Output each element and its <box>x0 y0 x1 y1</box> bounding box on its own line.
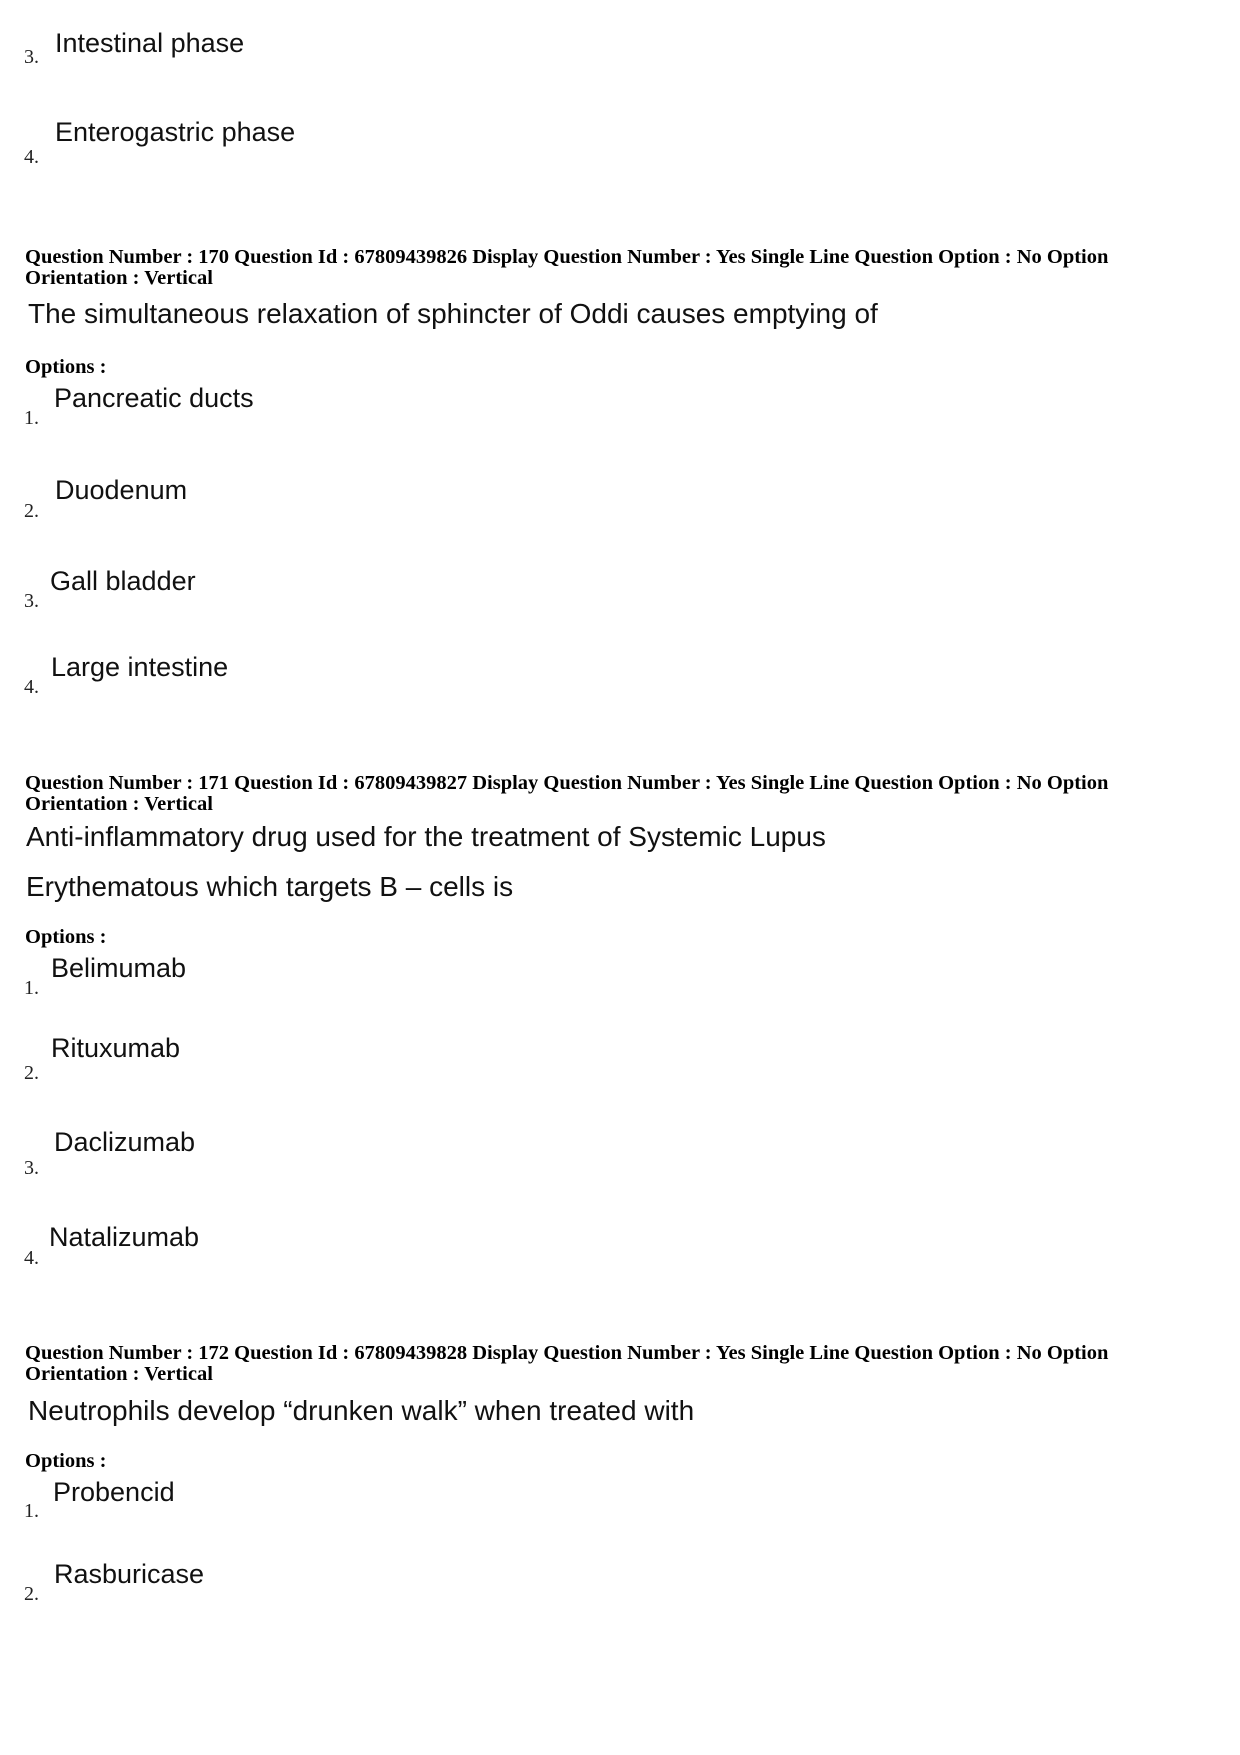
question-meta-line: Orientation : Vertical <box>25 793 213 815</box>
option-number: 2. <box>24 1583 39 1605</box>
option-number: 3. <box>24 1157 39 1179</box>
option-number: 1. <box>24 407 39 429</box>
question-meta <box>25 247 1225 289</box>
option-text: Duodenum <box>55 475 188 505</box>
question-meta-line: Question Number : 171 Question Id : 67809439827 Display Question Number : Yes Single Line Question Option : No Option <box>25 772 1109 794</box>
question-text: The simultaneous relaxation of sphincter of Oddi causes emptying of <box>28 298 878 329</box>
option-number: 2. <box>24 1062 39 1084</box>
option-text: Rasburicase <box>54 1559 205 1589</box>
options-label: Options : <box>25 1450 107 1472</box>
option-text: Pancreatic ducts <box>54 383 254 413</box>
question-meta <box>25 1343 1225 1385</box>
option-text: Belimumab <box>51 953 187 983</box>
option-number: 3. <box>24 46 39 68</box>
option-number: 1. <box>24 1500 39 1522</box>
option-text: Natalizumab <box>49 1222 200 1252</box>
option-text: Enterogastric phase <box>55 117 296 147</box>
option-number: 4. <box>24 676 39 698</box>
options-label: Options : <box>25 356 107 378</box>
question-meta-line: Question Number : 170 Question Id : 67809439826 Display Question Number : Yes Single Line Question Option : No Option <box>25 246 1109 268</box>
question-meta <box>25 773 1225 815</box>
question-meta-line: Question Number : 172 Question Id : 67809439828 Display Question Number : Yes Single Line Question Option : No Option <box>25 1342 1109 1364</box>
option-text: Rituxumab <box>51 1033 181 1063</box>
option-number: 2. <box>24 500 39 522</box>
question-text: Anti-inflammatory drug used for the treatment of Systemic Lupus <box>26 821 826 852</box>
question-meta-line: Orientation : Vertical <box>25 1363 213 1385</box>
option-text: Intestinal phase <box>55 28 245 58</box>
option-number: 4. <box>24 146 39 168</box>
question-text: Erythematous which targets B – cells is <box>26 871 514 902</box>
option-text: Probencid <box>53 1477 175 1507</box>
question-meta-line: Orientation : Vertical <box>25 267 213 289</box>
option-text: Large intestine <box>51 652 229 682</box>
option-number: 3. <box>24 590 39 612</box>
option-number: 4. <box>24 1247 39 1269</box>
question-text: Neutrophils develop “drunken walk” when treated with <box>28 1395 695 1426</box>
options-label: Options : <box>25 926 107 948</box>
option-number: 1. <box>24 977 39 999</box>
option-text: Gall bladder <box>50 566 196 596</box>
option-text: Daclizumab <box>54 1127 196 1157</box>
